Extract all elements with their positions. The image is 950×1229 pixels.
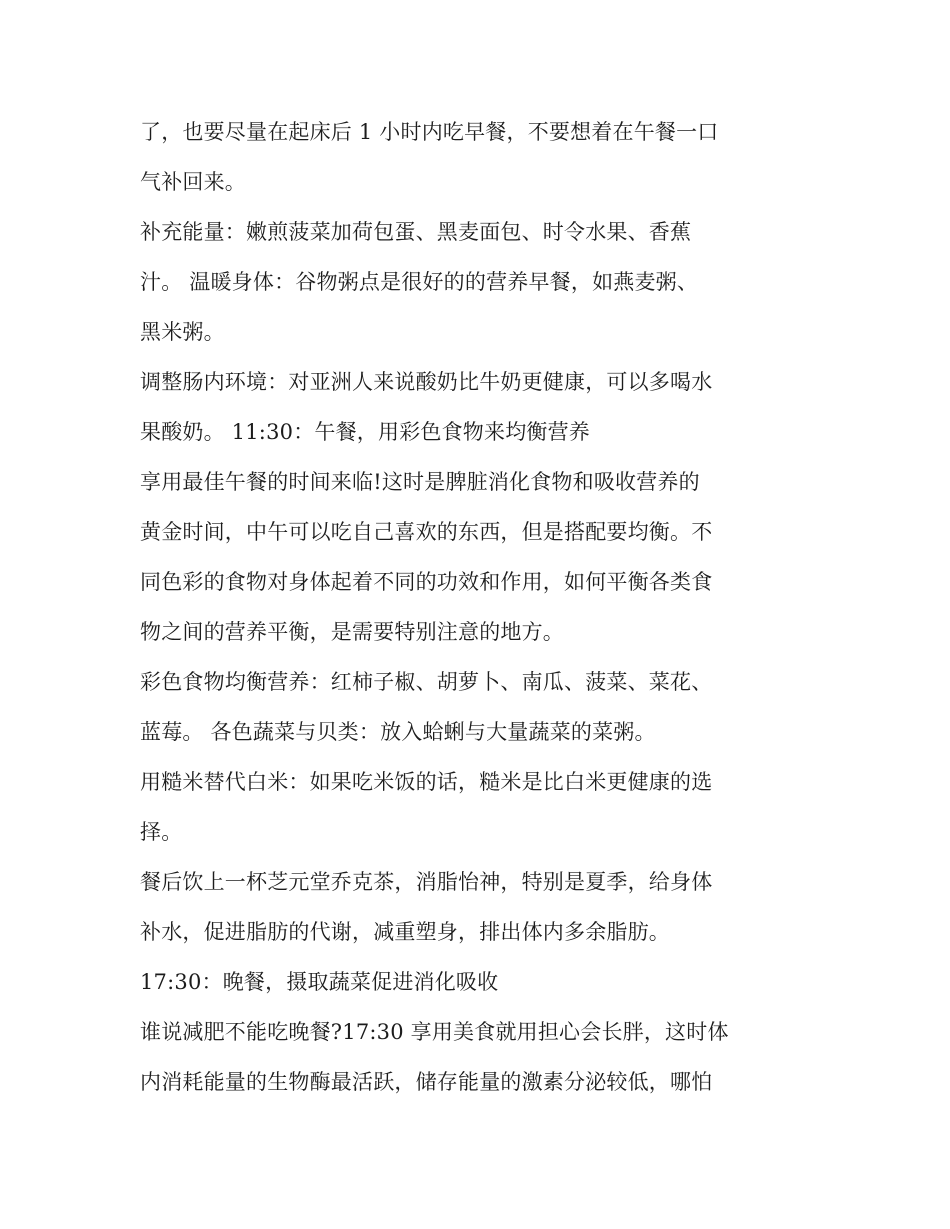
- text-line: 气补回来。: [140, 170, 246, 194]
- text-line: 果酸奶。 11:30：午餐，用彩色食物来均衡营养: [140, 420, 590, 444]
- text-line: 择。: [140, 820, 183, 844]
- text-line: 17:30：晚餐，摄取蔬菜促进消化吸收: [140, 970, 499, 994]
- paragraph: [140, 207, 820, 357]
- text-line: 餐后饮上一杯芝元堂乔克茶，消脂怡神，特别是夏季，给身体: [140, 870, 713, 894]
- text-line: 彩色食物均衡营养：红柿子椒、胡萝卜、南瓜、菠菜、菜花、: [140, 670, 713, 694]
- paragraph: [140, 857, 820, 957]
- text-line: 黑米粥。: [140, 320, 225, 344]
- text-line: 物之间的营养平衡，是需要特别注意的地方。: [140, 620, 564, 644]
- document-body: [140, 107, 820, 1107]
- text-line: 享用最佳午餐的时间来临!这时是脾脏消化食物和吸收营养的: [140, 470, 700, 494]
- text-line: 补水，促进脂肪的代谢，减重塑身，排出体内多余脂肪。: [140, 920, 670, 944]
- text-line: 调整肠内环境：对亚洲人来说酸奶比牛奶更健康，可以多喝水: [140, 370, 713, 394]
- text-line: 汁。 温暖身体：谷物粥点是很好的的营养早餐，如燕麦粥、: [140, 270, 699, 294]
- text-line: 同色彩的食物对身体起着不同的功效和作用，如何平衡各类食: [140, 570, 713, 594]
- text-line: 蓝莓。 各色蔬菜与贝类：放入蛤蜊与大量蔬菜的菜粥。: [140, 720, 656, 744]
- text-line: 谁说减肥不能吃晚餐?17:30 享用美食就用担心会长胖，这时体: [140, 1020, 729, 1044]
- text-line: 用糙米替代白米：如果吃米饭的话，糙米是比白米更健康的选: [140, 770, 713, 794]
- paragraph: [140, 657, 820, 757]
- paragraph: [140, 757, 820, 857]
- text-line: 补充能量：嫩煎菠菜加荷包蛋、黑麦面包、时令水果、香蕉: [140, 220, 692, 244]
- paragraph: [140, 107, 820, 207]
- text-line: 了，也要尽量在起床后 1 小时内吃早餐，不要想着在午餐一口: [140, 120, 719, 144]
- text-line: 内消耗能量的生物酶最活跃，储存能量的激素分泌较低，哪怕: [140, 1070, 713, 1094]
- paragraph: [140, 357, 820, 457]
- paragraph: [140, 457, 820, 657]
- paragraph: [140, 957, 820, 1007]
- paragraph: [140, 1007, 820, 1107]
- text-line: 黄金时间，中午可以吃自己喜欢的东西，但是搭配要均衡。不: [140, 520, 713, 544]
